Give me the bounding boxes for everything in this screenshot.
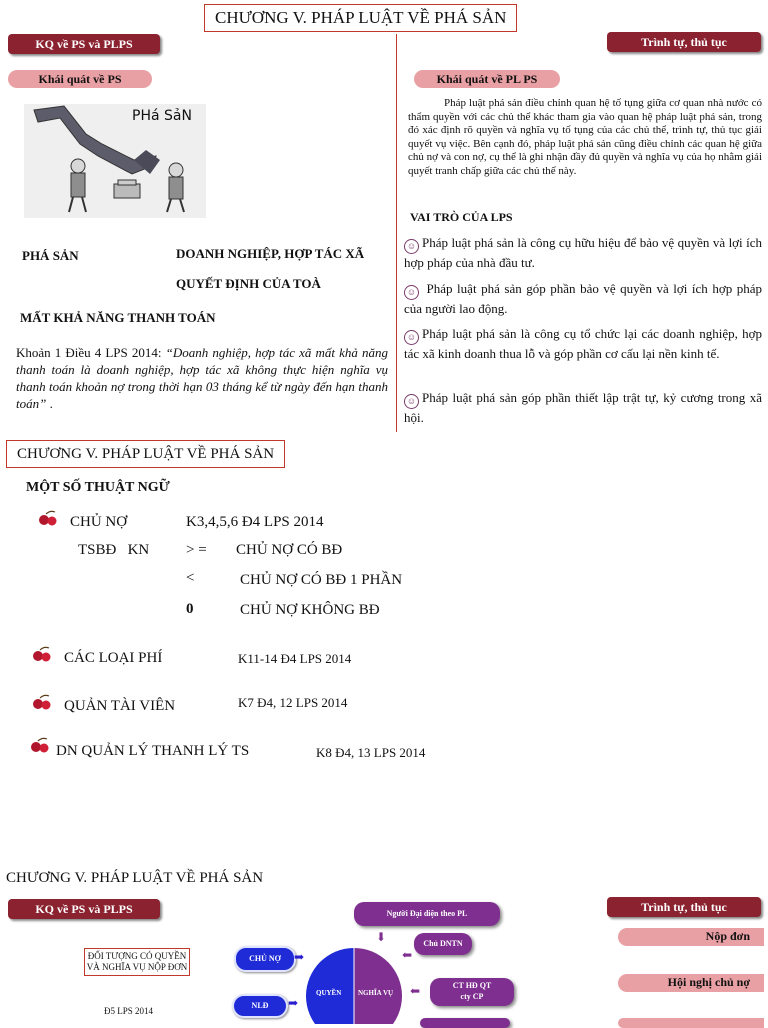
image-caption: PHá SảN (132, 108, 192, 124)
arrow-right-icon: ➡ (294, 950, 305, 964)
column-divider (396, 34, 397, 432)
tab-kq-ps-plps[interactable]: KQ về PS và PLPS (8, 34, 160, 54)
term-chu-no: CHỦ NỢ (70, 514, 128, 530)
cac-loai-phi-ref: K11-14 Đ4 LPS 2014 (238, 651, 352, 666)
node-chu-dntn: Chủ DNTN (414, 933, 472, 955)
relation-text: CHỦ NỢ CÓ BĐ (236, 542, 343, 558)
vai-tro-text: Pháp luật phá sản là công cụ hữu hiệu để bảo vệ quyền và lợi ích hợp pháp của nhà đầu tư. (404, 235, 762, 270)
node-ct-hdqt: CT HĐ QT cty CP (430, 978, 514, 1006)
arrow-right-icon: ➡ (288, 996, 299, 1010)
cherry-bullet-icon (32, 694, 52, 710)
doi-tuong-box: ĐỐI TƯỢNG CÓ QUYỀN VÀ NGHĨA VỤ NỘP ĐƠN (84, 948, 190, 976)
chu-no-ref: K3,4,5,6 Đ4 LPS 2014 (186, 514, 324, 530)
thuat-ngu-heading: MỘT SỐ THUẬT NGỮ (26, 480, 170, 495)
node-chu-no: CHỦ NỢ (234, 946, 296, 972)
left-heading: Khái quát về PS (8, 70, 152, 88)
vai-tro-item (404, 325, 762, 362)
cherry-bullet-icon (30, 737, 50, 753)
arrow-left-icon: ⬅ (402, 948, 413, 962)
dieu-5-ref: Đ5 LPS 2014 (104, 1006, 154, 1016)
circle-quyen-label: QUYỀN (316, 989, 342, 997)
tab-trinh-tu-thu-tuc[interactable]: Trình tự, thủ tục (607, 32, 761, 52)
step-hoi-nghi-chu-no[interactable] (618, 974, 764, 992)
tab-trinh-tu-thu-tuc[interactable]: Trình tự, thủ tục (607, 897, 761, 917)
khoan-quote: “Doanh nghiệp, hợp tác xã mất khả năng thanh toán là doanh nghiệp, hợp tác xã không thực hiện nghĩa vụ thanh toán khoản nợ trong thời hạn 03 tháng kể từ ngày đến hạn thanh toán” (16, 345, 388, 411)
arrow-left-icon: ⬅ (410, 984, 421, 998)
slide3-title: CHƯƠNG V. PHÁP LUẬT VỀ PHÁ SẢN (6, 870, 264, 886)
step-label: Hội nghị chủ nợ (667, 975, 750, 989)
vai-tro-item (404, 234, 762, 271)
cherry-bullet-icon (38, 510, 58, 526)
node-partial (420, 1018, 510, 1028)
vai-tro-text: Pháp luật phá sản góp phần bảo vệ quyền và lợi ích hợp pháp của người lao động. (404, 281, 762, 316)
circle-nghia-vu-label: NGHĨA VỤ (358, 989, 394, 997)
term-dn-quan-ly: DN QUẢN LÝ THANH LÝ TS (56, 743, 250, 759)
term-quan-tai-vien: QUẢN TÀI VIÊN (64, 698, 176, 714)
khoan-prefix: Khoản 1 Điều 4 LPS 2014: (16, 345, 166, 360)
vai-tro-title: VAI TRÒ CỦA LPS (410, 210, 513, 224)
term-quyet-dinh: QUYẾT ĐỊNH CỦA TOÀ (176, 276, 321, 291)
step-partial (618, 1018, 764, 1028)
vai-tro-text: Pháp luật phá sản là công cụ tổ chức lại các doanh nghiệp, hợp tác xã kinh doanh thua lỗ và góp phần cơ cấu lại nền kinh tế. (404, 326, 762, 361)
term-doanh-nghiep: DOANH NGHIỆP, HỢP TÁC XÃ (176, 246, 365, 261)
smiley-icon: ☺ (404, 330, 419, 345)
term-pha-san: PHÁ SẢN (22, 248, 79, 263)
vai-tro-text: Pháp luật phá sản góp phần thiết lập trật tự, kỷ cương trong xã hội. (404, 390, 762, 425)
smiley-icon: ☺ (404, 285, 419, 300)
step-label: Nộp đơn (705, 929, 750, 943)
relation-text: CHỦ NỢ KHÔNG BĐ (240, 602, 380, 618)
term-cac-loai-phi: CÁC LOẠI PHÍ (64, 650, 163, 666)
relation-symbol: > = (186, 542, 207, 558)
right-heading: Khái quát về PL PS (414, 70, 560, 88)
arrow-down-icon: ⬇ (376, 930, 387, 944)
relation-text: CHỦ NỢ CÓ BĐ 1 PHẦN (240, 572, 403, 588)
khoan-suffix: . (46, 396, 53, 411)
step-nop-don[interactable] (618, 928, 764, 946)
smiley-icon: ☺ (404, 239, 419, 254)
slide2-title: CHƯƠNG V. PHÁP LUẬT VỀ PHÁ SẢN (6, 440, 285, 468)
tsbd-kn: TSBĐ KN (78, 542, 150, 558)
smiley-icon: ☺ (404, 394, 419, 409)
cherry-bullet-icon (32, 646, 52, 662)
tab-kq-ps-plps[interactable]: KQ về PS và PLPS (8, 899, 160, 919)
quyen-nghia-vu-circle (306, 944, 402, 1024)
relation-symbol: < (186, 570, 195, 586)
dn-quan-ly-ref: K8 Đ4, 13 LPS 2014 (316, 745, 426, 760)
node-nld: NLĐ (232, 994, 288, 1018)
quan-tai-vien-ref: K7 Đ4, 12 LPS 2014 (238, 695, 348, 710)
vai-tro-item (404, 280, 762, 317)
vai-tro-item (404, 389, 762, 426)
node-nguoi-dai-dien: Người Đại diện theo PL (354, 902, 500, 926)
slide1-title: CHƯƠNG V. PHÁP LUẬT VỀ PHÁ SẢN (204, 4, 517, 32)
relation-symbol: 0 (186, 601, 194, 617)
right-paragraph: Pháp luật phá sản điều chỉnh quan hệ tố tụng giữa cơ quan nhà nước có thẩm quyền với các chủ thể khác tham gia vào quan hệ pháp luật phá sản, trong đó xác định rõ quyền và nghĩa vụ tố tụng của các chủ thể, trình tự, thủ tục giải quyết vụ việc. Bên cạnh đó, pháp luật phá sản cũng điều chỉnh các quan hệ giữa chủ nợ và con nợ, cụ thể là ghi nhận đầy đủ quyền và nghĩa vụ của họ nhằm giải quyết tranh chấp giữa các chủ thể này. (408, 97, 762, 177)
term-mat-kha-nang: MẤT KHẢ NĂNG THANH TOÁN (20, 310, 216, 325)
khoan-1-dieu-4 (16, 344, 388, 412)
